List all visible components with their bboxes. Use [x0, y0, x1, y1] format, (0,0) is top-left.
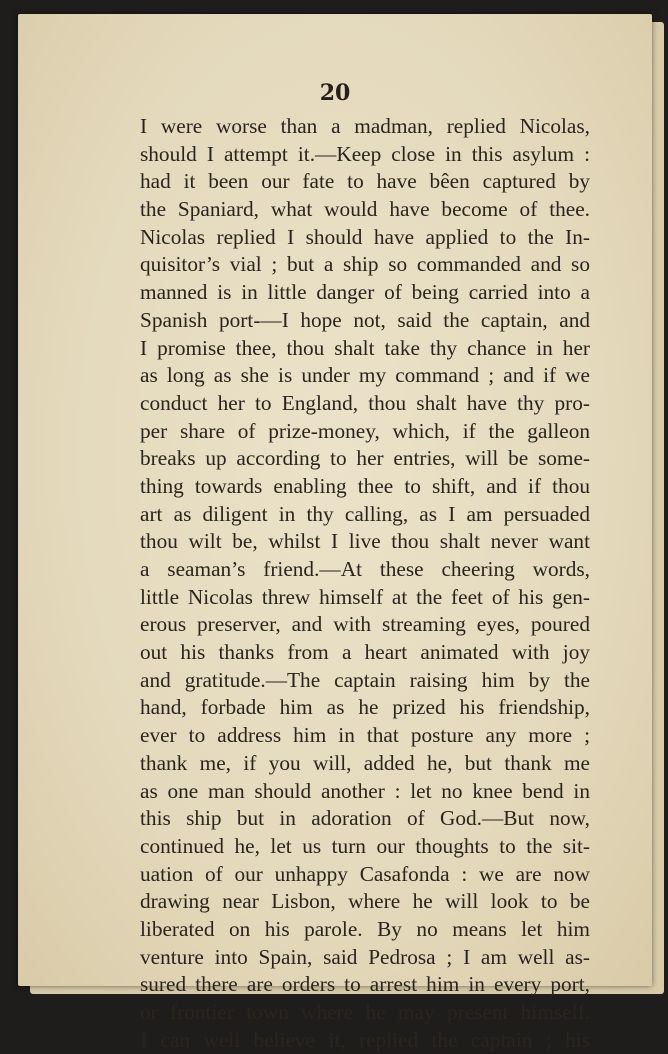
text-line: conduct her to England, thou shalt have thy pro- — [140, 390, 590, 415]
text-line: I can well believe it, replied the captain ; his — [140, 1027, 590, 1052]
text-line: manned is in little danger of being carried into a — [140, 280, 590, 305]
text-line: I were worse than a madman, replied Nicolas, — [140, 114, 590, 138]
book-page — [18, 14, 652, 1052]
text-line: out his thanks from a heart animated with joy — [140, 640, 590, 665]
text-line: art as diligent in thy calling, as I am persuaded — [140, 501, 590, 526]
text-line: thou wilt be, whilst I live thou shalt never want — [140, 529, 590, 554]
text-line: sured there are orders to arrest him in every port, — [140, 972, 590, 997]
text-line: thing towards enabling thee to shift, and if thou — [140, 473, 590, 498]
text-line: Nicolas replied I should have applied to the In- — [140, 224, 590, 249]
text-line: Spanish port-—I hope not, said the captain, and — [140, 307, 590, 332]
text-line: uation of our unhappy Casafonda : we are now — [140, 861, 590, 886]
text-line: I promise thee, thou shalt take thy chance in her — [140, 335, 590, 360]
text-line: this ship but in adoration of God.—But now, — [140, 806, 590, 831]
text-line: a seaman’s friend.—At these cheering words, — [140, 557, 590, 581]
text-line: erous preserver, and with streaming eyes, poured — [140, 612, 590, 637]
text-line: drawing near Lisbon, where he will look to be — [140, 889, 590, 914]
text-line: hand, forbade him as he prized his friendship, — [140, 695, 590, 720]
text-line: quisitor’s vial ; but a ship so commanded and so — [140, 252, 590, 277]
text-line: breaks up according to her entries, will be some- — [140, 446, 590, 471]
text-line: as long as she is under my command ; and if we — [140, 363, 590, 388]
text-line: thank me, if you will, added he, but thank me — [140, 750, 590, 775]
text-line: liberated on his parole. By no means let him — [140, 916, 590, 941]
page-number: 20 — [319, 80, 351, 106]
text-line: and gratitude.—The captain raising him by the — [140, 667, 590, 692]
text-line: as one man should another : let no knee bend in — [140, 778, 590, 803]
body-text — [140, 113, 590, 1054]
text-line: continued he, let us turn our thoughts to the sit- — [140, 833, 590, 858]
text-line: venture into Spain, said Pedrosa ; I am well as- — [140, 944, 590, 969]
text-line: or frontier town where he may present himself. — [140, 1000, 590, 1024]
text-line: per share of prize-money, which, if the galleon — [140, 418, 590, 443]
text-line: the Spaniard, what would have become of thee. — [140, 197, 590, 222]
text-line: ever to address him in that posture any more ; — [140, 723, 590, 748]
text-line: had it been our fate to have bêen captured by — [140, 169, 590, 194]
text-line: should I attempt it.—Keep close in this asylum : — [140, 141, 590, 166]
text-line: little Nicolas threw himself at the feet of his gen- — [140, 584, 590, 609]
